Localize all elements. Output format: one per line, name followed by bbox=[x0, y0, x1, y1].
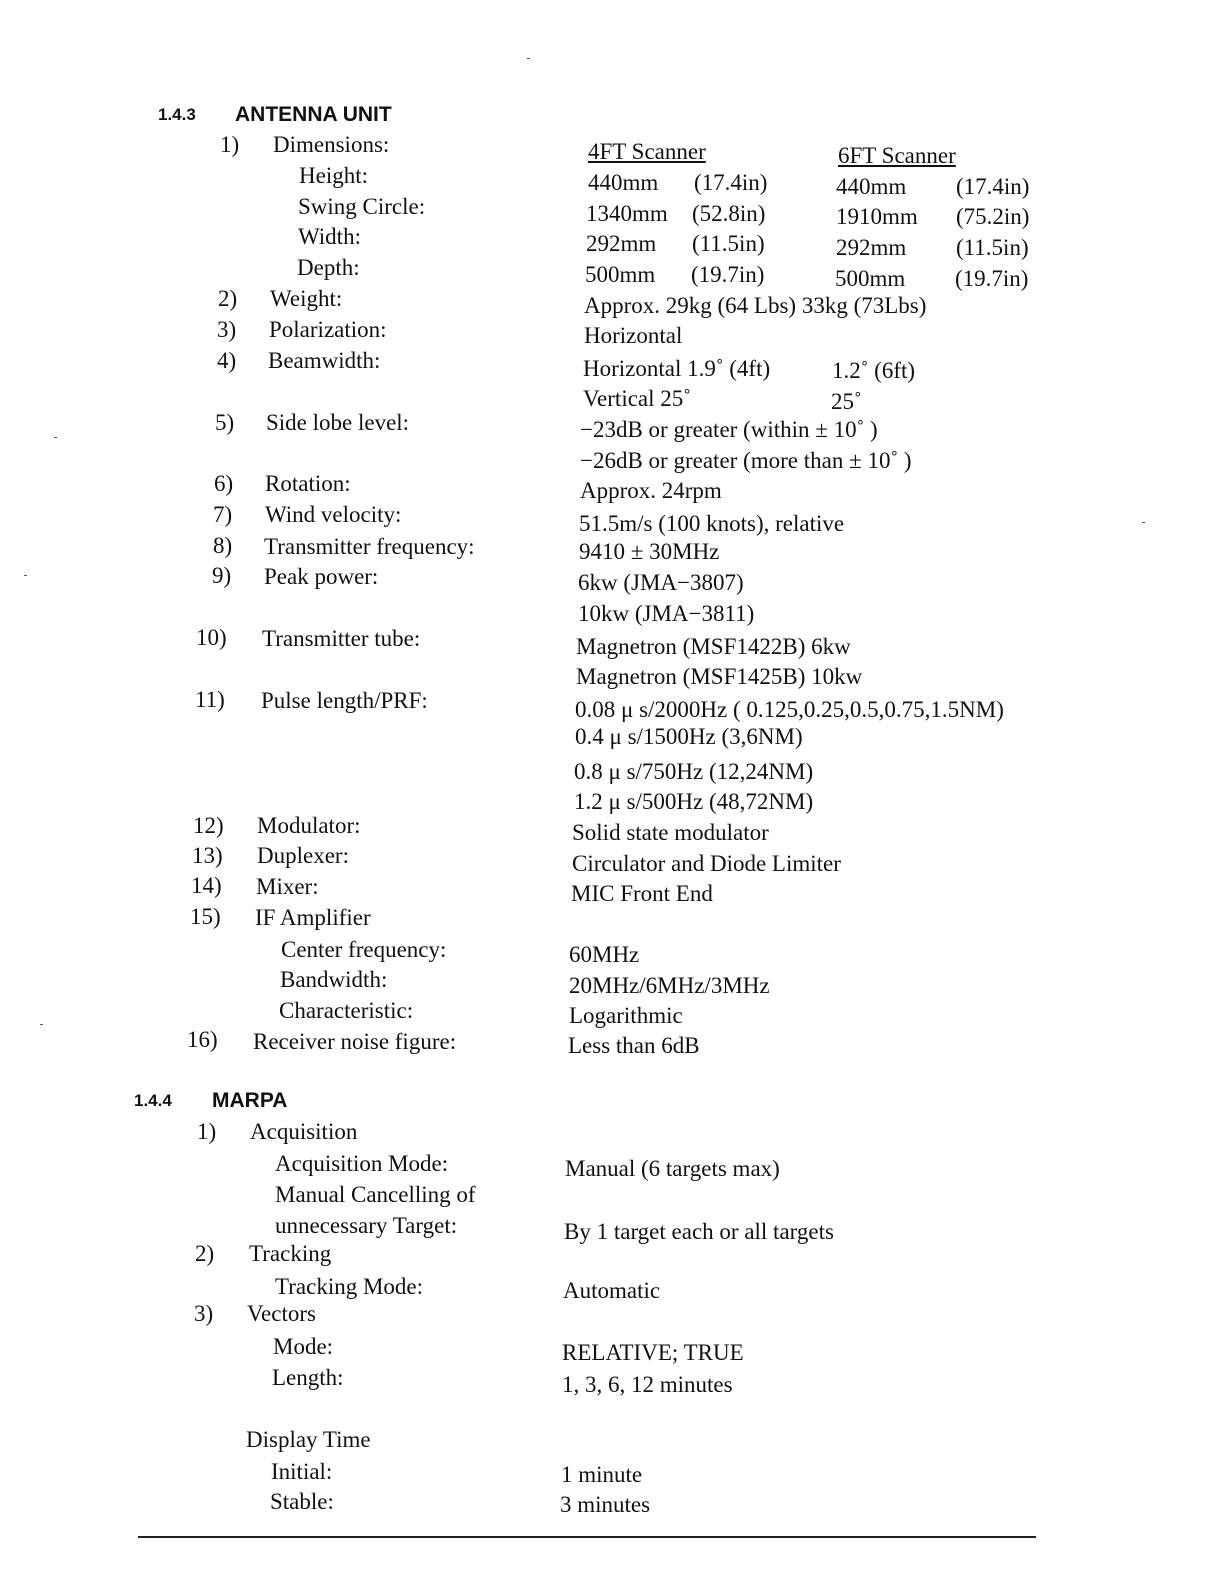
item-label: Beamwidth: bbox=[268, 348, 381, 373]
item-number: 5) bbox=[215, 410, 235, 435]
item-value: (75.2in) bbox=[956, 204, 1030, 229]
item-value: RELATIVE; TRUE bbox=[562, 1340, 744, 1365]
item-label: Receiver noise figure: bbox=[253, 1029, 457, 1054]
section-title: ANTENNA UNIT bbox=[235, 103, 392, 126]
item-value: Horizontal 1.9˚ (4ft) bbox=[583, 356, 771, 381]
item-label: Bandwidth: bbox=[280, 967, 388, 992]
item-value: 292mm bbox=[836, 235, 907, 260]
item-value: (17.4in) bbox=[694, 170, 768, 195]
item-value: (19.7in) bbox=[691, 262, 765, 287]
section-title: MARPA bbox=[212, 1089, 288, 1112]
item-value: 1910mm bbox=[836, 204, 918, 229]
item-value: By 1 target each or all targets bbox=[564, 1219, 834, 1244]
item-value: 20MHz/6MHz/3MHz bbox=[569, 973, 770, 998]
section-number: 1.4.3 bbox=[158, 105, 196, 124]
item-value: 500mm bbox=[585, 262, 656, 287]
item-label: Depth: bbox=[297, 255, 360, 280]
section-number: 1.4.4 bbox=[134, 1091, 172, 1110]
item-label: Weight: bbox=[270, 286, 343, 311]
scan-speck bbox=[24, 575, 27, 576]
item-number: 1) bbox=[197, 1119, 217, 1144]
item-label: IF Amplifier bbox=[255, 905, 371, 930]
item-value: 1.2 μ s/500Hz (48,72NM) bbox=[574, 789, 814, 814]
item-value: 10kw (JMA−3811) bbox=[578, 601, 755, 626]
item-number: 10) bbox=[196, 625, 227, 650]
item-value: Magnetron (MSF1425B) 10kw bbox=[576, 664, 863, 689]
item-value: 1 minute bbox=[561, 1462, 643, 1487]
item-label: Center frequency: bbox=[281, 937, 447, 962]
item-value: Circulator and Diode Limiter bbox=[572, 851, 841, 876]
item-value: (11.5in) bbox=[692, 231, 765, 256]
item-value: 500mm bbox=[835, 266, 906, 291]
item-number: 14) bbox=[191, 873, 222, 898]
item-value: 60MHz bbox=[569, 942, 640, 967]
item-number: 13) bbox=[192, 843, 223, 868]
item-label: Width: bbox=[298, 224, 361, 249]
item-label: Modulator: bbox=[257, 813, 361, 838]
item-label: unnecessary Target: bbox=[275, 1213, 458, 1238]
item-value: −26dB or greater (more than ± 10˚ ) bbox=[580, 448, 912, 473]
item-number: 4) bbox=[217, 348, 237, 373]
item-label: Pulse length/PRF: bbox=[261, 688, 428, 713]
item-label: Tracking Mode: bbox=[275, 1274, 424, 1299]
item-value: Approx. 24rpm bbox=[580, 478, 722, 503]
item-label: Peak power: bbox=[264, 564, 379, 589]
item-label: Stable: bbox=[270, 1489, 334, 1514]
item-number: 8) bbox=[213, 533, 233, 558]
item-value: MIC Front End bbox=[571, 881, 713, 906]
item-value: 1, 3, 6, 12 minutes bbox=[562, 1372, 733, 1397]
item-value: 1340mm bbox=[586, 201, 668, 226]
item-label: Vectors bbox=[247, 1301, 316, 1326]
item-value: 9410 ± 30MHz bbox=[579, 539, 720, 564]
item-number: 11) bbox=[195, 687, 225, 712]
item-label: Tracking bbox=[249, 1241, 332, 1266]
item-number: 6) bbox=[214, 471, 234, 496]
item-label: Acquisition Mode: bbox=[275, 1151, 449, 1176]
item-label: Transmitter tube: bbox=[262, 626, 421, 651]
item-value: Automatic bbox=[563, 1278, 661, 1303]
item-label: Manual Cancelling of bbox=[275, 1182, 476, 1207]
item-value: 292mm bbox=[586, 231, 657, 256]
item-value: (17.4in) bbox=[956, 174, 1030, 199]
item-label: Rotation: bbox=[265, 471, 351, 496]
item-value: Logarithmic bbox=[569, 1003, 683, 1028]
item-value: −23dB or greater (within ± 10˚ ) bbox=[580, 417, 878, 442]
item-value: 440mm bbox=[836, 174, 907, 199]
item-value: 440mm bbox=[588, 170, 659, 195]
item-number: 3) bbox=[217, 317, 237, 342]
item-number: 16) bbox=[187, 1027, 218, 1052]
item-label: Acquisition bbox=[250, 1119, 358, 1144]
item-label: Wind velocity: bbox=[265, 502, 402, 527]
item-label: Mode: bbox=[273, 1334, 334, 1359]
item-value: Solid state modulator bbox=[572, 820, 769, 845]
item-number: 12) bbox=[193, 813, 224, 838]
column-header-6ft: 6FT Scanner bbox=[838, 143, 956, 168]
item-label: Dimensions: bbox=[273, 132, 390, 157]
item-label: Initial: bbox=[271, 1459, 333, 1484]
scan-speck bbox=[1142, 522, 1145, 523]
item-number: 9) bbox=[212, 563, 232, 588]
item-value: Manual (6 targets max) bbox=[565, 1156, 780, 1181]
item-number: 15) bbox=[190, 904, 221, 929]
item-value: 1.2˚ (6ft) bbox=[832, 358, 916, 383]
item-value: Horizontal bbox=[584, 323, 683, 348]
scan-speck bbox=[54, 437, 57, 438]
item-label: Characteristic: bbox=[279, 998, 414, 1023]
item-number: 7) bbox=[213, 502, 233, 527]
item-value: 0.8 μ s/750Hz (12,24NM) bbox=[574, 759, 814, 784]
item-value: 0.4 μ s/1500Hz (3,6NM) bbox=[575, 724, 803, 749]
item-number: 1) bbox=[220, 132, 240, 157]
item-label: Length: bbox=[272, 1365, 344, 1390]
item-label: Side lobe level: bbox=[266, 410, 410, 435]
item-label: Swing Circle: bbox=[298, 194, 426, 219]
item-value: 6kw (JMA−3807) bbox=[578, 570, 744, 595]
column-header-4ft: 4FT Scanner bbox=[588, 139, 706, 164]
item-value: 51.5m/s (100 knots), relative bbox=[579, 511, 845, 536]
item-value: (19.7in) bbox=[955, 266, 1029, 291]
item-number: 3) bbox=[194, 1301, 214, 1326]
scan-speck bbox=[40, 1024, 43, 1025]
item-value: Less than 6dB bbox=[568, 1033, 700, 1058]
item-label: Height: bbox=[299, 163, 368, 188]
item-label: Transmitter frequency: bbox=[264, 534, 475, 559]
item-label: Polarization: bbox=[269, 317, 387, 342]
item-label: Mixer: bbox=[256, 874, 319, 899]
item-value: Approx. 29kg (64 Lbs) 33kg (73Lbs) bbox=[584, 293, 927, 318]
item-label: Display Time bbox=[246, 1427, 371, 1452]
item-number: 2) bbox=[218, 286, 238, 311]
item-value: 0.08 μ s/2000Hz ( 0.125,0.25,0.5,0.75,1.5NM) bbox=[575, 697, 1004, 722]
item-label: Duplexer: bbox=[257, 843, 349, 868]
item-value: 25˚ bbox=[831, 389, 862, 414]
item-value: 3 minutes bbox=[560, 1492, 651, 1517]
scan-speck bbox=[527, 58, 530, 59]
item-value: Vertical 25˚ bbox=[583, 386, 691, 411]
item-value: Magnetron (MSF1422B) 6kw bbox=[576, 634, 851, 659]
item-value: (52.8in) bbox=[692, 201, 766, 226]
footer-rule bbox=[138, 1536, 1036, 1538]
item-number: 2) bbox=[195, 1241, 215, 1266]
item-value: (11.5in) bbox=[956, 235, 1029, 260]
